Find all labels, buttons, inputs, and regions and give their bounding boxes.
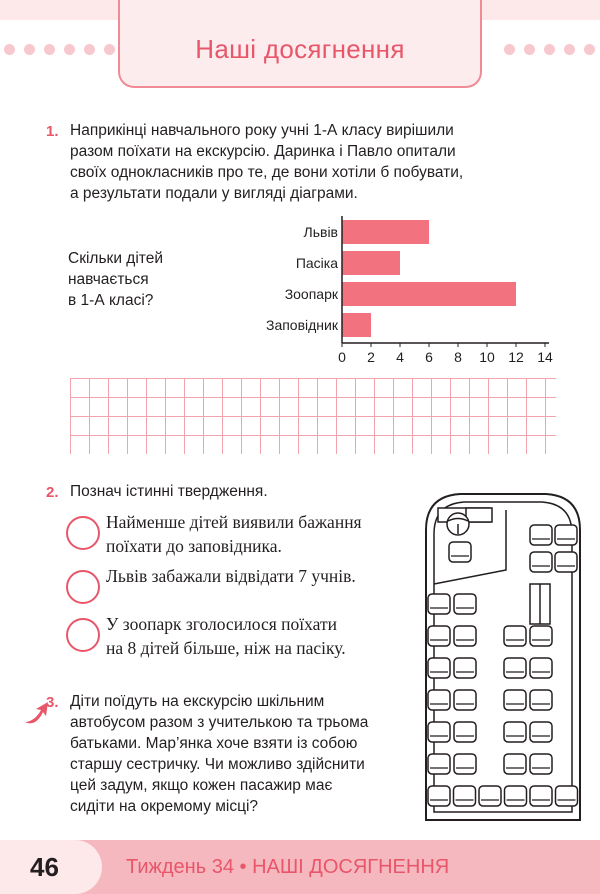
option-line: поїхати до заповідника. [106, 536, 282, 556]
border-dot [584, 44, 595, 55]
seat [530, 786, 552, 806]
seat [428, 690, 450, 710]
seat [454, 658, 476, 678]
seat [530, 626, 552, 646]
question-1-line: Наприкінці навчального року учні 1-А класу вирішили [70, 122, 454, 139]
seat [530, 658, 552, 678]
question-1-line: а результати подали у вигляді діаграми. [70, 185, 358, 202]
border-dot [104, 44, 115, 55]
category-label: Львів [303, 224, 338, 240]
question-3-text [70, 691, 368, 817]
border-dot [544, 44, 555, 55]
border-dot [504, 44, 515, 55]
category-label: Зоопарк [284, 286, 338, 302]
border-dot [44, 44, 55, 55]
seat [504, 690, 526, 710]
seat [428, 722, 450, 742]
class-size-line: в 1-А класі? [68, 292, 154, 309]
bar [342, 220, 429, 244]
page-title: Наші досягнення [195, 34, 405, 64]
class-size-line: навчається [68, 271, 149, 288]
seat [449, 542, 471, 562]
tick-label: 8 [454, 349, 462, 365]
question-2-prompt: Познач істинні твердження. [70, 483, 268, 500]
question-1-text [70, 120, 463, 204]
seat [505, 786, 527, 806]
seat [454, 786, 476, 806]
seat [504, 754, 526, 774]
question-3-line: батьками. Мар’янка хоче взяти із собою [70, 735, 358, 752]
option-line: У зоопарк зголосилося поїхати [106, 614, 337, 634]
seat [504, 722, 526, 742]
bus-seating-diagram [420, 490, 586, 828]
question-3-line: автобусом разом з учителькою та трьома [70, 714, 369, 731]
seat [555, 525, 577, 545]
tick-label: 14 [537, 349, 553, 365]
seat [428, 786, 450, 806]
seat [428, 754, 450, 774]
question-3-line: цей задум, якщо кожен пасажир має [70, 777, 333, 794]
bar [342, 282, 516, 306]
question-3-line: старшу сестричку. Чи можливо здійснити [70, 756, 365, 773]
seat [530, 552, 552, 572]
question-3-line: сидіти на окремому місці? [70, 798, 259, 815]
page-number: 46 [30, 852, 59, 882]
question-1-line: разом поїхати на екскурсію. Даринка і Павло опитали [70, 143, 456, 160]
seat [454, 754, 476, 774]
seat [428, 658, 450, 678]
class-size-question [68, 248, 163, 311]
dashboard-panel [466, 508, 492, 522]
answer-circle[interactable] [66, 618, 100, 652]
answer-circle[interactable] [66, 516, 100, 550]
tick-label: 10 [479, 349, 495, 365]
answer-grid[interactable] [70, 378, 556, 454]
border-dot [4, 44, 15, 55]
question-3-line: Діти поїдуть на екскурсію шкільним [70, 693, 325, 710]
seat [530, 525, 552, 545]
tick-label: 12 [508, 349, 524, 365]
seat [556, 786, 578, 806]
category-label: Заповідник [265, 317, 338, 333]
seat [428, 594, 450, 614]
bar [342, 313, 371, 337]
seat [530, 722, 552, 742]
option-text [106, 564, 466, 588]
seat [428, 626, 450, 646]
seat [454, 626, 476, 646]
tick-label: 2 [367, 349, 375, 365]
border-dot [64, 44, 75, 55]
border-dot [564, 44, 575, 55]
option-line: Львів забажали відвідати 7 учнів. [106, 566, 356, 586]
bar [342, 251, 400, 275]
seat [504, 626, 526, 646]
seat [555, 552, 577, 572]
seat [530, 754, 552, 774]
seat [454, 594, 476, 614]
answer-circle[interactable] [66, 570, 100, 604]
border-dot [84, 44, 95, 55]
footer-week-label: Тиждень 34 • НАШІ ДОСЯГНЕННЯ [126, 856, 450, 878]
seat [479, 786, 501, 806]
question-2-number: 2. [46, 484, 59, 501]
tick-label: 4 [396, 349, 404, 365]
seat [504, 658, 526, 678]
option-text [106, 612, 466, 660]
option-text [106, 510, 466, 558]
seat [454, 690, 476, 710]
tick-label: 6 [425, 349, 433, 365]
option-line: Найменше дітей виявили бажання [106, 512, 362, 532]
option-line: на 8 дітей більше, ніж на пасіку. [106, 638, 346, 658]
category-label: Пасіка [295, 255, 338, 271]
question-3-number: 3. [46, 694, 59, 711]
border-dot [24, 44, 35, 55]
border-dot [524, 44, 535, 55]
tick-label: 0 [338, 349, 346, 365]
class-size-line: Скільки дітей [68, 250, 163, 267]
question-1-number: 1. [46, 123, 59, 140]
seat [530, 690, 552, 710]
seat [454, 722, 476, 742]
question-1-line: своїх однокласників про те, де вони хотіли б побувати, [70, 164, 464, 181]
